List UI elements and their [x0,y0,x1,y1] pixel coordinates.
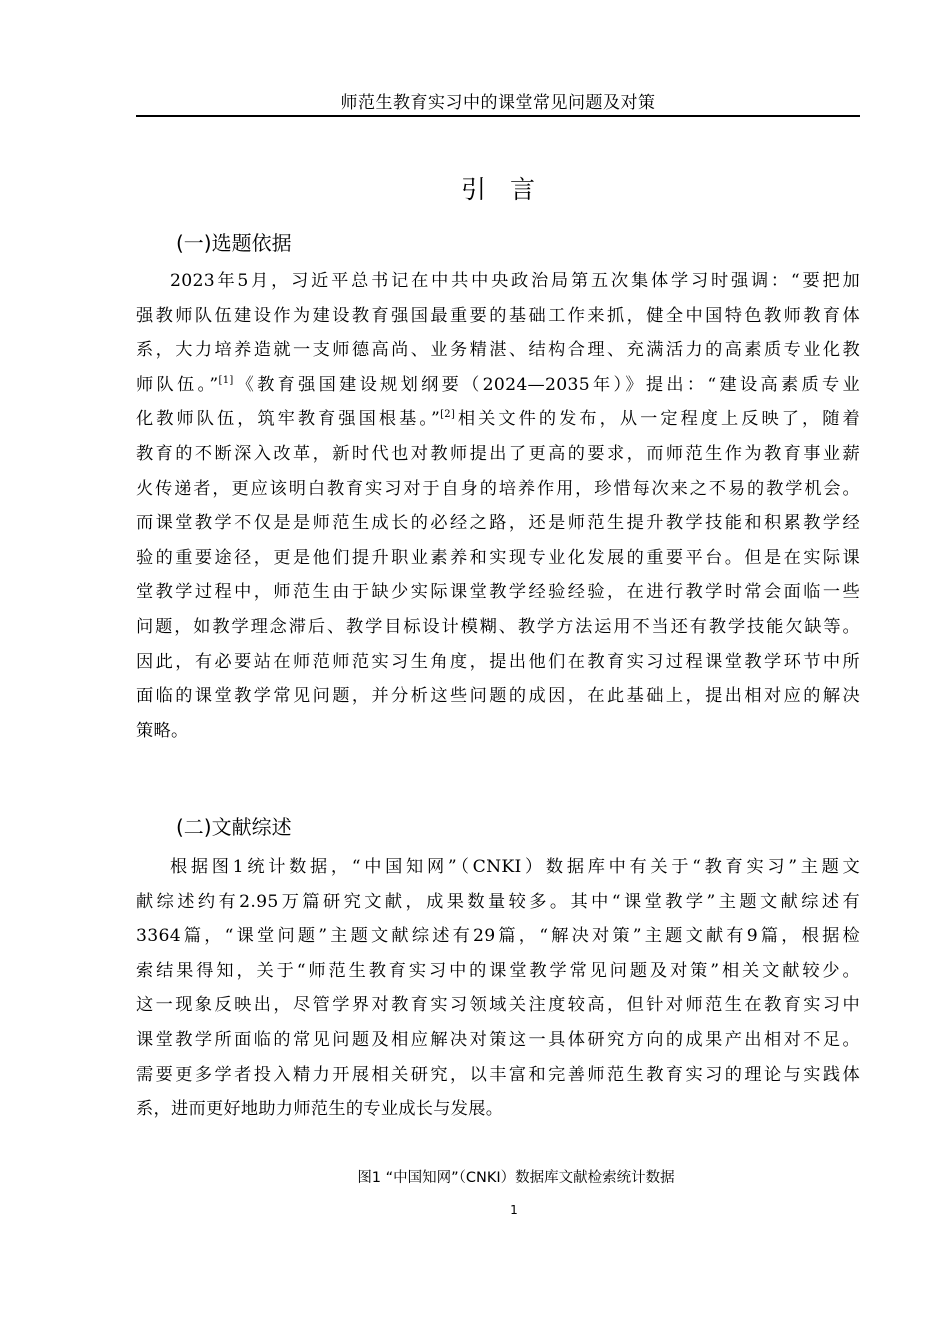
text-line: 教育的不断深入改革，新时代也对教师提出了更高的要求，而师范生作为教育事业薪 [136,443,860,464]
text-line: 问题，如教学理念滞后、教学目标设计模糊、教学方法运用不当还有教学技能欠缺等。 [136,616,860,637]
text-line: 策略。 [136,720,189,741]
figure-caption: 图1 “中国知网”（CNKI）数据库文献检索统计数据 [357,1170,675,1186]
text-line: 面临的课堂教学常见问题，并分析这些问题的成因，在此基础上，提出相对应的解决 [136,686,860,707]
text-line: 课堂教学所面临的常见问题及相应解决对策这一具体研究方向的成果产出相对不足。 [136,1029,860,1050]
text-line: 而课堂教学不仅是是师范生成长的必经之路，还是师范生提升教学技能和积累教学经 [136,513,860,534]
text-line: 因此，有必要站在师范师范实习生角度，提出他们在教育实习过程课堂教学环节中所 [136,651,860,672]
text-segment: 师队伍。” [136,374,219,395]
text-line: 根据图1统计数据，“中国知网”（CNKI）数据库中有关于“教育实习”主题文 [170,857,860,877]
text-line: 验的重要途径，更是他们提升职业素养和实现专业化发展的重要平台。但是在实际课 [136,547,860,568]
citation-marker: [1] [218,374,234,386]
running-header-title: 师范生教育实习中的课堂常见问题及对策 [340,93,656,113]
text-line: 堂教学过程中，师范生由于缺少实际课堂教学经验经验，在进行教学时常会面临一些 [136,582,860,603]
text-segment: 《教育强国建设规划纲要（2024—2035年）》提出：“建设高素质专业 [233,374,861,395]
text-line-with-citation [136,368,860,403]
text-line: 2023年5月，习近平总书记在中共中央政治局第五次集体学习时强调：“要把加 [170,271,860,291]
paragraph-literature-review [136,850,860,1127]
header-divider [136,115,860,117]
citation-marker: [2] [440,409,456,421]
text-line-with-citation [136,402,860,437]
paragraph-basis [136,264,860,748]
text-line: 这一现象反映出，尽管学界对教育实习领域关注度较高，但针对师范生在教育实习中 [136,995,860,1016]
section-heading-basis: (一)选题依据 [176,231,292,255]
text-segment: 化教师队伍，筑牢教育强国根基。” [136,409,441,430]
text-line: 献综述约有2.95万篇研究文献，成果数量较多。其中“课堂教学”主题文献综述有 [136,891,860,912]
chapter-title: 引言 [460,175,559,204]
text-line: 强教师队伍建设作为建设教育强国最重要的基础工作来抓，健全中国特色教师教育体 [136,305,860,326]
page-number: 1 [510,1203,518,1217]
text-segment: 相关文件的发布，从一定程度上反映了，随着 [455,409,860,430]
text-line: 3364篇，“课堂问题”主题文献综述有29篇，“解决对策”主题文献有9篇，根据检 [136,926,860,947]
text-line: 系，大力培养造就一支师德高尚、业务精湛、结构合理、充满活力的高素质专业化教 [136,340,860,361]
text-line: 索结果得知，关于“师范生教育实习中的课堂教学常见问题及对策”相关文献较少。 [136,960,860,981]
section-heading-literature-review: (二)文献综述 [176,815,292,839]
text-line: 火传递者，更应该明白教育实习对于自身的培养作用，珍惜每次来之不易的教学机会。 [136,478,860,499]
text-line: 需要更多学者投入精力开展相关研究，以丰富和完善师范生教育实习的理论与实践体 [136,1064,860,1085]
text-line: 系，进而更好地助力师范生的专业成长与发展。 [136,1099,504,1120]
